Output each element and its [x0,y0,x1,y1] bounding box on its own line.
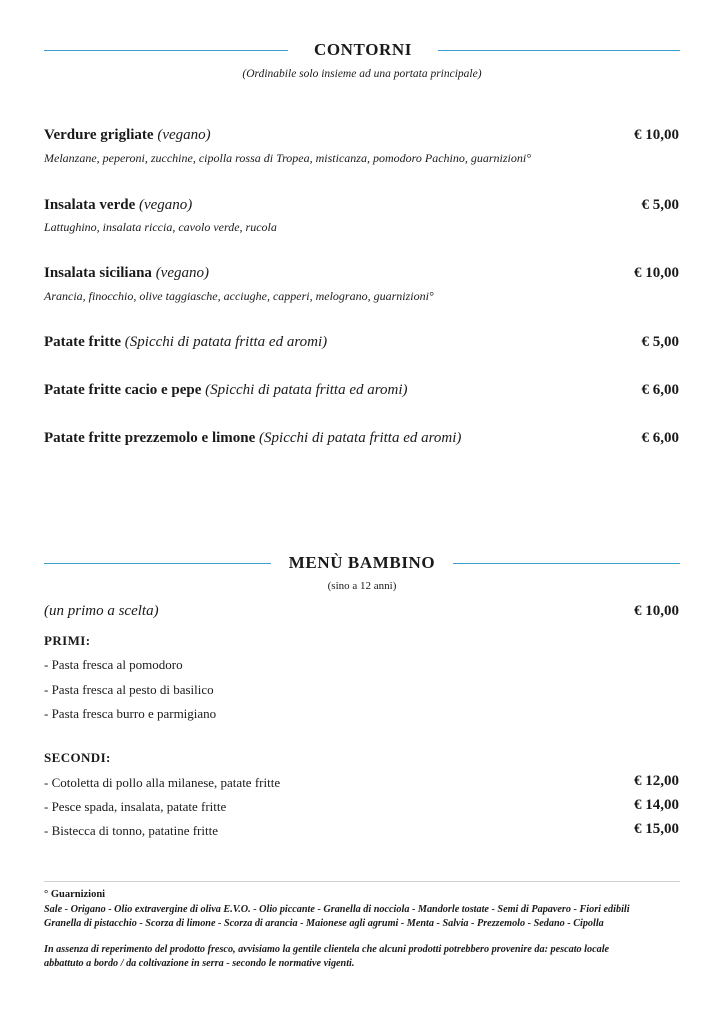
contorni-rule-right [438,50,680,51]
bambino-intro-price: € 10,00 [634,603,679,619]
footer-title: ° Guarnizioni [44,889,106,900]
secondi-label: SECONDI: [44,750,111,765]
dish-tag: (Spicchi di patata fritta ed aromi) [205,382,408,398]
dish-row [44,197,192,214]
list-item: - Cotoletta di pollo alla milanese, patate fritte [44,775,281,790]
list-item: - Pasta fresca al pesto di basilico [44,682,214,697]
dish-name: Patate fritte cacio e pepe [44,382,202,398]
dish-row [44,265,209,282]
bambino-title: MENÙ BAMBINO [288,553,436,572]
footer-divider [44,881,680,882]
dish-tag: (Spicchi di patata fritta ed aromi) [259,430,462,446]
dish-tag: (vegano) [155,265,209,281]
dish-price: € 5,00 [641,197,679,213]
list-item: - Bistecca di tonno, patatine fritte [44,823,218,838]
dish-row [44,127,211,144]
list-item: - Pasta fresca burro e parmigiano [44,706,217,721]
dish-name: Insalata siciliana [44,265,152,281]
list-item-price: € 14,00 [634,797,679,813]
contorni-title: CONTORNI [313,40,412,59]
dish-desc: Melanzane, peperoni, zucchine, cipolla rossa di Tropea, misticanza, pomodoro Pachino, guarnizioni° [44,151,531,165]
dish-name: Patate fritte [44,334,122,350]
dish-tag: (vegano) [157,127,211,143]
footer-line: Granella di pistacchio - Scorza di limone - Scorza di arancia - Maionese agli agrumi - Menta - Salvia - Prezzemolo - Sedano - Cipolla [44,918,604,929]
contorni-note: (Ordinabile solo insieme ad una portata principale) [242,68,482,80]
bambino-rule-left [44,563,271,564]
dish-name: Verdure grigliate [44,127,154,143]
dish-price: € 6,00 [641,382,679,398]
list-item: - Pesce spada, insalata, patate fritte [44,799,227,814]
dish-row [44,430,461,447]
footer-line: Sale - Origano - Olio extravergine di oliva E.V.O. - Olio piccante - Granella di nocciola - Mandorle tostate - Semi di Papavero - Fiori edibili [44,904,630,915]
primi-label: PRIMI: [44,633,91,648]
dish-price: € 10,00 [634,127,679,143]
dish-price: € 10,00 [634,265,679,281]
dish-price: € 5,00 [641,334,679,350]
dish-name: Insalata verde [44,197,136,213]
dish-name: Patate fritte prezzemolo e limone [44,430,256,446]
dish-tag: (vegano) [139,197,193,213]
contorni-rule-left [44,50,288,51]
dish-row [44,334,327,351]
dish-row [44,382,408,399]
bambino-intro [44,603,159,620]
dish-tag: (Spicchi di patata fritta ed aromi) [124,334,328,350]
dish-price: € 6,00 [641,430,679,446]
dish-desc: Lattughino, insalata riccia, cavolo verde, rucola [44,220,277,234]
bambino-note: (sino a 12 anni) [327,580,397,592]
list-item-price: € 15,00 [634,821,679,837]
list-item: - Pasta fresca al pomodoro [44,657,183,672]
footer-note: In assenza di reperimento del prodotto fresco, avvisiamo la gentile clientela che alcuni prodotti potrebbero provenire da: pescato locale [44,944,610,955]
footer-note: abbattuto a bordo / da coltivazione in serra - secondo le normative vigenti. [44,958,355,969]
list-item-price: € 12,00 [634,773,679,789]
bambino-rule-right [453,563,680,564]
bambino-intro-text: (un primo a scelta) [44,603,159,619]
dish-desc: Arancia, finocchio, olive taggiasche, acciughe, capperi, melograno, guarnizioni° [44,289,434,303]
